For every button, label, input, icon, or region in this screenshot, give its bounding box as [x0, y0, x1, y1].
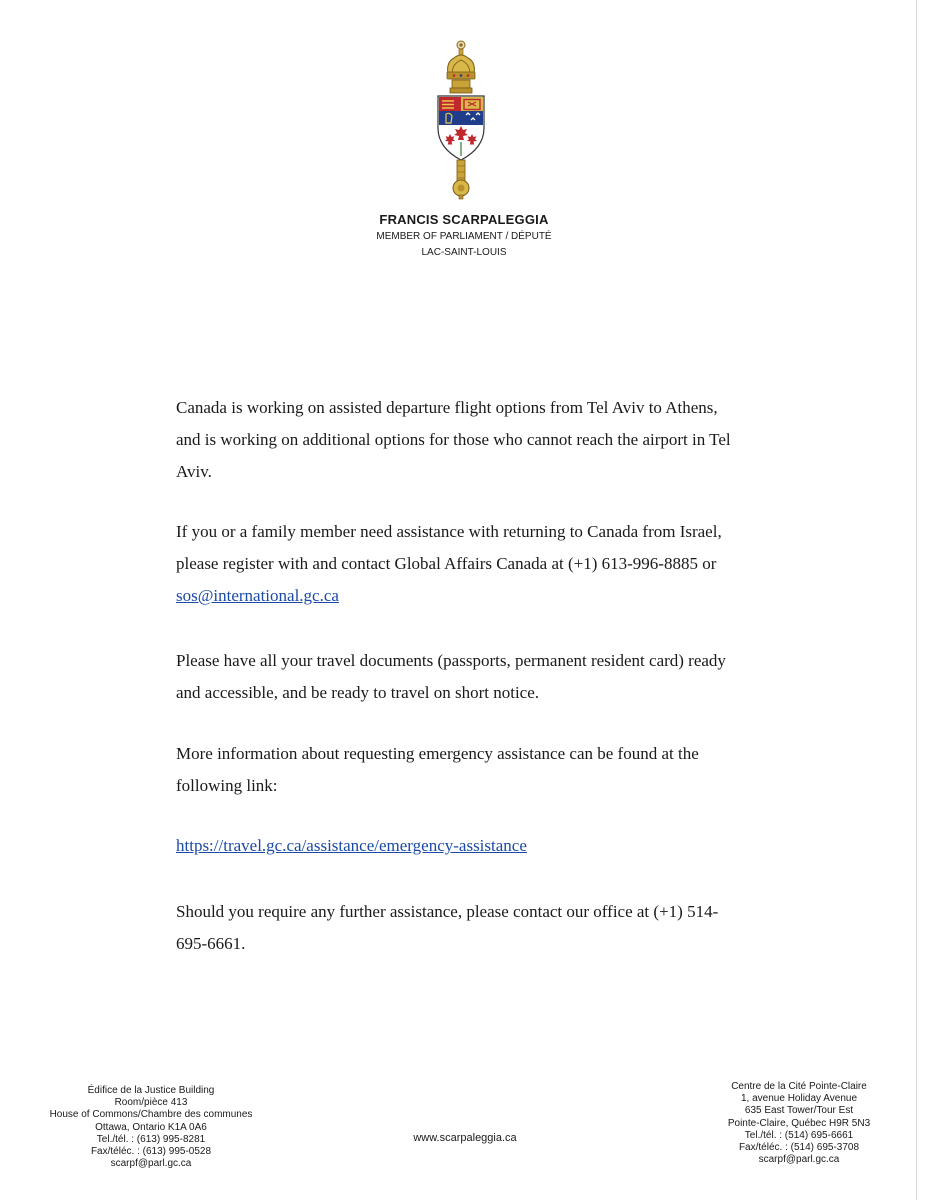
pointe-claire-address-line: 635 East Tower/Tour Est: [744, 1105, 854, 1117]
contact-gac-text: If you or a family member need assistance with returning to Canada from Israel, please register with and contact Global Affairs Canada at (+1) 613-996-8885 or: [176, 522, 722, 573]
ottawa-address-line: Room/pièce 413: [114, 1097, 188, 1109]
pointe-claire-address-line: Centre de la Cité Pointe-Claire: [731, 1081, 867, 1092]
paragraph-contact-gac: [176, 516, 746, 612]
emergency-assistance-link[interactable]: https://travel.gc.ca/assistance/emergency-assistance: [176, 836, 527, 855]
riding-name: LAC-SAINT-LOUIS: [421, 247, 507, 258]
pointe-claire-office-address: [704, 1081, 894, 1166]
paragraph-departure-flights: Canada is working on assisted departure flight options from Tel Aviv to Athens, and is working on additional options for those who cannot reach the airport in Tel Aviv.: [176, 398, 731, 481]
mp-name: FRANCIS SCARPALEGGIA: [379, 212, 549, 227]
website-url: www.scarpaleggia.ca: [413, 1132, 517, 1144]
house-of-commons-mace-crest: [426, 38, 496, 200]
pointe-claire-address-line: Pointe-Claire, Québec H9R 5N3: [727, 1117, 871, 1129]
scan-edge-line: [916, 0, 917, 1200]
paragraph-travel-documents: Please have all your travel documents (passports, permanent resident card) ready and accessible, and be ready to travel on short notice.: [176, 651, 726, 702]
pointe-claire-address-line: 1, avenue Holiday Avenue: [740, 1093, 857, 1105]
ottawa-office-address: [36, 1085, 266, 1170]
ottawa-email: scarpf@parl.gc.ca: [110, 1158, 192, 1170]
ottawa-address-line: Ottawa, Ontario K1A 0A6: [95, 1121, 207, 1133]
pointe-claire-fax: Fax/téléc. : (514) 695-3708: [738, 1142, 860, 1154]
paragraph-office-contact: Should you require any further assistance, please contact our office at (+1) 514-695-6661.: [176, 902, 719, 953]
pointe-claire-email: scarpf@parl.gc.ca: [758, 1154, 840, 1166]
ottawa-address-line: House of Commons/Chambre des communes: [49, 1109, 253, 1121]
ottawa-address-line: Édifice de la Justice Building: [87, 1085, 215, 1096]
pointe-claire-phone: Tel./tél. : (514) 695-6661: [744, 1129, 854, 1141]
emergency-assistance-paragraph: [176, 830, 746, 862]
mp-title: MEMBER OF PARLIAMENT / DÉPUTÉ: [376, 231, 552, 242]
ottawa-fax: Fax/téléc. : (613) 995-0528: [90, 1146, 212, 1158]
sos-email-link[interactable]: sos@international.gc.ca: [176, 586, 339, 605]
ottawa-phone: Tel./tél. : (613) 995-8281: [96, 1133, 206, 1145]
paragraph-more-information: More information about requesting emergency assistance can be found at the following link:: [176, 744, 699, 795]
